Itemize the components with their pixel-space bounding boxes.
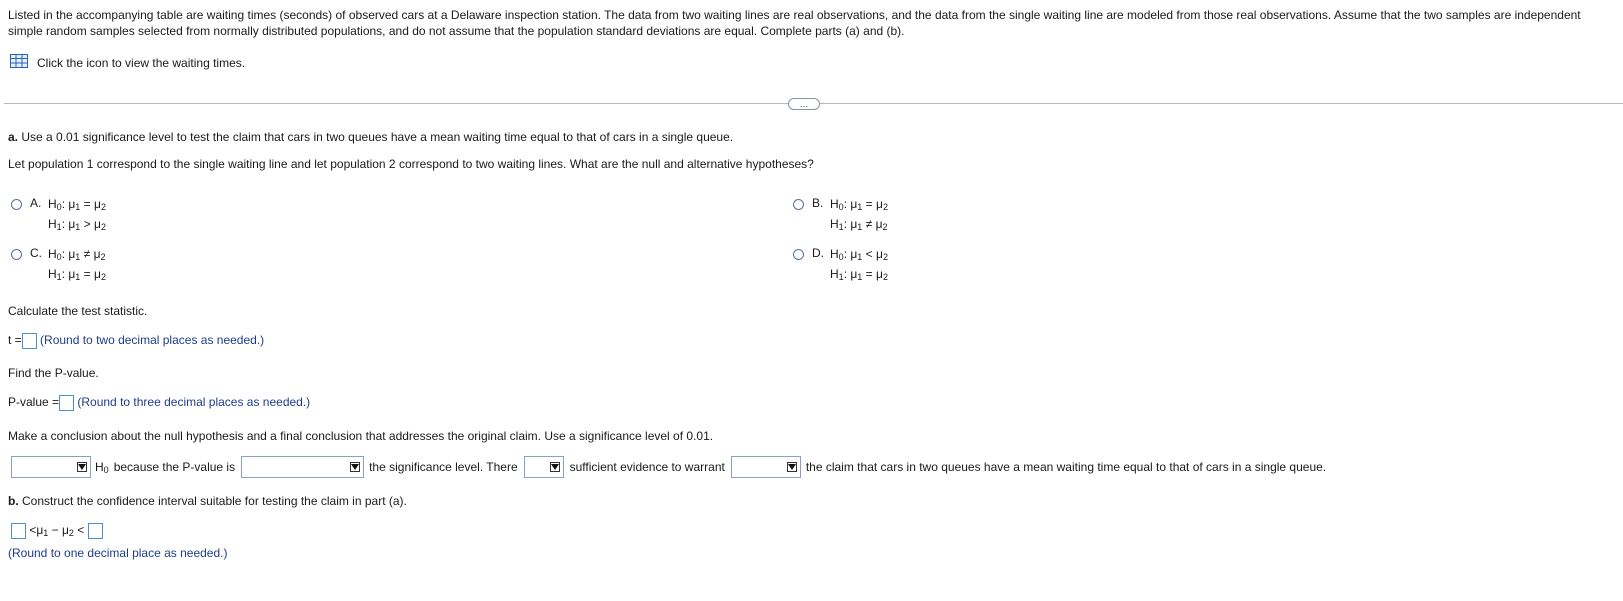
evidence-dropdown[interactable] bbox=[524, 456, 564, 478]
expand-button[interactable] bbox=[788, 98, 820, 110]
pvalue-row bbox=[8, 395, 310, 411]
t-input[interactable] bbox=[22, 333, 37, 349]
option-c[interactable]: C. $H_0$: $\mu_1 \ne \mu_2$ $H_1$: $\mu_1 = \mu_2$ bbox=[11, 246, 106, 286]
conclusion-prompt: Make a conclusion about the null hypothesis and a final conclusion that addresses the original claim. Use a significance level of 0.01. bbox=[8, 429, 714, 443]
null-decision-dropdown[interactable] bbox=[11, 456, 91, 478]
chevron-down-icon bbox=[350, 462, 360, 472]
ci-expression: $<\mu_1 - \mu_2$ < bbox=[29, 523, 85, 539]
ci-lower-input[interactable] bbox=[11, 523, 26, 539]
view-data-link[interactable]: Click the icon to view the waiting times. bbox=[37, 55, 246, 70]
option-a[interactable]: A. $H_0$: $\mu_1 = \mu_2$ $H_1$: $\mu_1 > \mu_2$ bbox=[11, 196, 106, 236]
option-c-radio[interactable] bbox=[11, 249, 22, 260]
test-stat-prompt: Calculate the test statistic. bbox=[8, 304, 148, 318]
part-a-question: a. Use a 0.01 significance level to test the claim that cars in two queues have a mean waiting time equal to that of cars in a single queue. bbox=[8, 130, 734, 144]
option-b[interactable]: B. $H_0$: $\mu_1 = \mu_2$ $H_1$: $\mu_1 \ne \mu_2$ bbox=[793, 196, 888, 236]
claim-action-dropdown[interactable] bbox=[731, 456, 801, 478]
t-label: t = bbox=[8, 333, 22, 348]
option-a-hypotheses: $H_0$: $\mu_1 = \mu_2$ $H_1$: $\mu_1 > \mu_2$ bbox=[48, 197, 106, 232]
option-b-hypotheses: $H_0$: $\mu_1 = \mu_2$ $H_1$: $\mu_1 \ne \mu_2$ bbox=[830, 197, 888, 232]
chevron-down-icon bbox=[550, 462, 560, 472]
option-d-radio[interactable] bbox=[793, 249, 804, 260]
t-hint: (Round to two decimal places as needed.) bbox=[40, 333, 265, 348]
h0-symbol: $H_0$ bbox=[95, 459, 109, 475]
pvalue-input[interactable] bbox=[59, 395, 74, 411]
view-data-row[interactable] bbox=[10, 54, 245, 71]
ellipsis-icon: … bbox=[799, 99, 809, 109]
ci-hint: (Round to one decimal place as needed.) bbox=[8, 546, 228, 560]
part-b-question: b. Construct the confidence interval suitable for testing the claim in part (a). bbox=[8, 494, 407, 508]
option-a-radio[interactable] bbox=[11, 199, 22, 210]
pvalue-hint: (Round to three decimal places as needed.) bbox=[77, 395, 311, 410]
pvalue-label: P-value = bbox=[8, 395, 60, 410]
option-d[interactable]: D. $H_0$: $\mu_1 < \mu_2$ $H_1$: $\mu_1 = \mu_2$ bbox=[793, 246, 888, 286]
chevron-down-icon bbox=[77, 462, 87, 472]
chevron-down-icon bbox=[787, 462, 797, 472]
pvalue-comparison-dropdown[interactable] bbox=[241, 456, 364, 478]
t-row bbox=[8, 333, 264, 349]
pvalue-prompt: Find the P-value. bbox=[8, 366, 99, 380]
problem-intro: Listed in the accompanying table are waiting times (seconds) of observed cars at a Delaware inspection station. The data from two waiting lines are real observations, and the data from the single waiting line are modeled from those real observations. Assume that the two samples are independent simple random samples selected from normally distributed populations, and do not assume that the population standard deviations are equal. Complete parts (a) and (b). bbox=[8, 8, 1581, 38]
table-icon[interactable] bbox=[10, 54, 28, 71]
option-b-radio[interactable] bbox=[793, 199, 804, 210]
option-d-hypotheses: $H_0$: $\mu_1 < \mu_2$ $H_1$: $\mu_1 = \mu_2$ bbox=[830, 247, 888, 282]
conclusion-row: $H_0$ because the P-value is the significance level. There sufficient evidence to warrant the claim that cars in two queues have a mean waiting time equal to that of cars in a single queue. bbox=[11, 456, 1326, 478]
option-c-hypotheses: $H_0$: $\mu_1 \ne \mu_2$ $H_1$: $\mu_1 = \mu_2$ bbox=[48, 247, 106, 282]
part-a-setup: Let population 1 correspond to the single waiting line and let population 2 correspond to two waiting lines. What are the null and alternative hypotheses? bbox=[8, 157, 814, 171]
ci-upper-input[interactable] bbox=[88, 523, 103, 539]
ci-row bbox=[11, 523, 103, 539]
